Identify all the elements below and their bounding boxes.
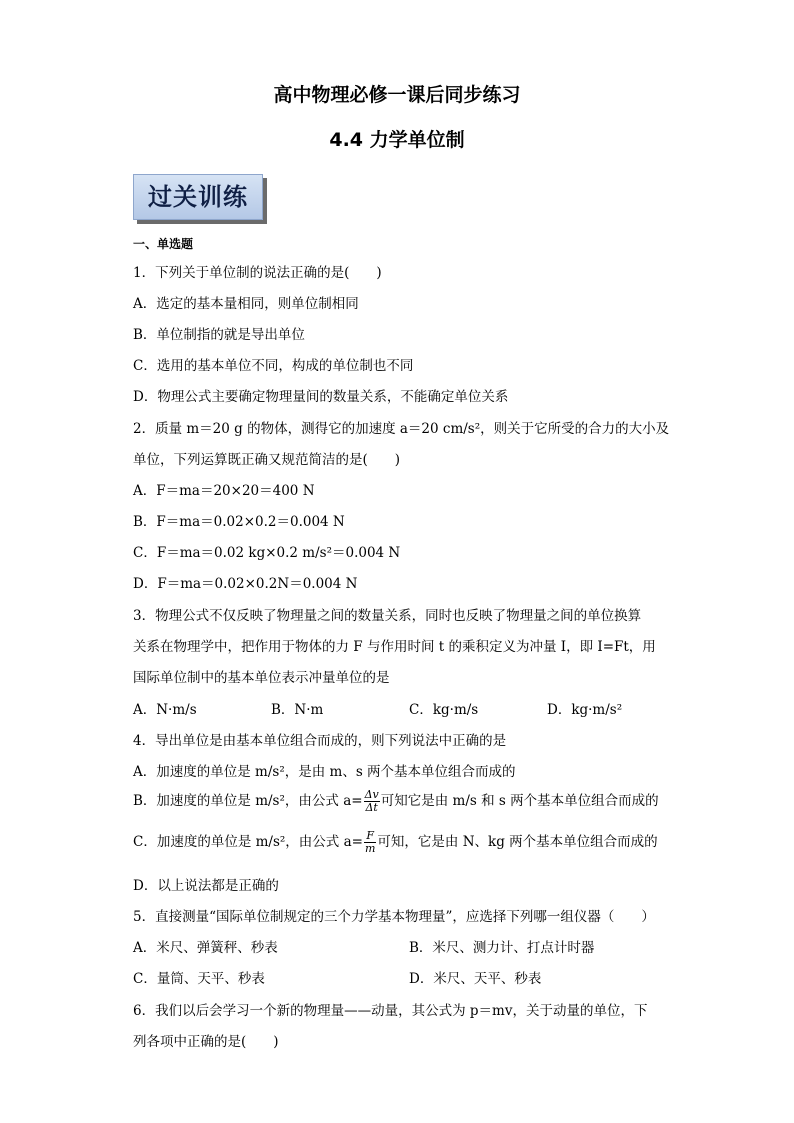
fraction-numerator: Δv <box>364 788 379 801</box>
q4-stem: 4．导出单位是由基本单位组合而成的，则下列说法中正确的是 <box>133 733 507 749</box>
q5-stem: 5．直接测量“国际单位制规定的三个力学基本物理量”，应选择下列哪一组仪器（ ） <box>133 909 655 925</box>
document-title: 高中物理必修一课后同步练习 <box>273 84 521 106</box>
q4-option-a: A．加速度的单位是 m/s²，是由 m、s 两个基本单位组合而成的 <box>133 764 516 780</box>
q4-option-c <box>133 830 658 855</box>
q1-option-b: B．单位制指的就是导出单位 <box>133 327 305 343</box>
q4-option-b <box>133 789 659 814</box>
section-badge-label: 过关训练 <box>148 183 248 211</box>
q4-option-b-fraction <box>364 789 380 814</box>
q3-stem-line2: 关系在物理学中，把作用于物体的力 F 与作用时间 t 的乘积定义为冲量 I，即 I=Ft，用 <box>133 639 656 655</box>
fraction-denominator: Δt <box>365 801 378 814</box>
fraction-numerator: F <box>364 830 376 843</box>
q2-stem-line2: 单位，下列运算既正确又规范简洁的是( ) <box>133 452 401 468</box>
q5-option-c: C．量筒、天平、秒表 <box>133 971 265 987</box>
q2-stem-line1: 2．质量 m＝20 g 的物体，测得它的加速度 a＝20 cm/s²，则关于它所受的合力的大小及 <box>133 421 670 437</box>
q4-option-d: D．以上说法都是正确的 <box>133 878 279 894</box>
q4-option-b-prefix: B．加速度的单位是 m/s²，由公式 a= <box>133 793 363 809</box>
q2-option-a: A．F＝ma＝20×20＝400 N <box>133 483 315 499</box>
section-badge <box>133 174 263 220</box>
document-subtitle: 4.4 力学单位制 <box>329 129 465 151</box>
section-heading: 一、单选题 <box>133 237 194 251</box>
q4-option-c-fraction <box>364 830 376 855</box>
q3-stem-line1: 3．物理公式不仅反映了物理量之间的数量关系，同时也反映了物理量之间的单位换算 <box>133 608 642 624</box>
q3-option-a: A．N·m/s <box>133 702 197 718</box>
q2-option-c: C．F＝ma＝0.02 kg×0.2 m/s²＝0.004 N <box>133 545 401 561</box>
q3-option-b: B．N·m <box>271 702 324 718</box>
q6-stem-line1: 6．我们以后会学习一个新的物理量——动量，其公式为 p＝mv，关于动量的单位，下 <box>133 1003 648 1019</box>
q4-option-c-prefix: C．加速度的单位是 m/s²，由公式 a= <box>133 834 363 850</box>
fraction-denominator: m <box>364 842 376 855</box>
q6-stem-line2: 列各项中正确的是( ) <box>133 1034 279 1050</box>
q1-option-a: A．选定的基本量相同，则单位制相同 <box>133 296 359 312</box>
q4-option-b-suffix: 可知它是由 m/s 和 s 两个基本单位组合而成的 <box>380 793 659 809</box>
q4-option-c-suffix: 可知，它是由 N、kg 两个基本单位组合而成的 <box>377 834 658 850</box>
q1-stem: 1．下列关于单位制的说法正确的是( ) <box>133 265 382 281</box>
q3-option-c: C．kg·m/s <box>409 702 479 718</box>
q1-option-d: D．物理公式主要确定物理量间的数量关系，不能确定单位关系 <box>133 389 509 405</box>
q5-option-a: A．米尺、弹簧秤、秒表 <box>133 940 278 956</box>
q2-option-d: D．F＝ma＝0.02×0.2N＝0.004 N <box>133 576 358 592</box>
q3-stem-line3: 国际单位制中的基本单位表示冲量单位的是 <box>133 670 390 686</box>
q5-option-d: D．米尺、天平、秒表 <box>409 971 542 987</box>
q5-option-b: B．米尺、测力计、打点计时器 <box>409 940 595 956</box>
q1-option-c: C．选用的基本单位不同，构成的单位制也不同 <box>133 358 414 374</box>
q2-option-b: B．F＝ma＝0.02×0.2＝0.004 N <box>133 514 345 530</box>
q3-option-d: D．kg·m/s² <box>547 702 623 718</box>
